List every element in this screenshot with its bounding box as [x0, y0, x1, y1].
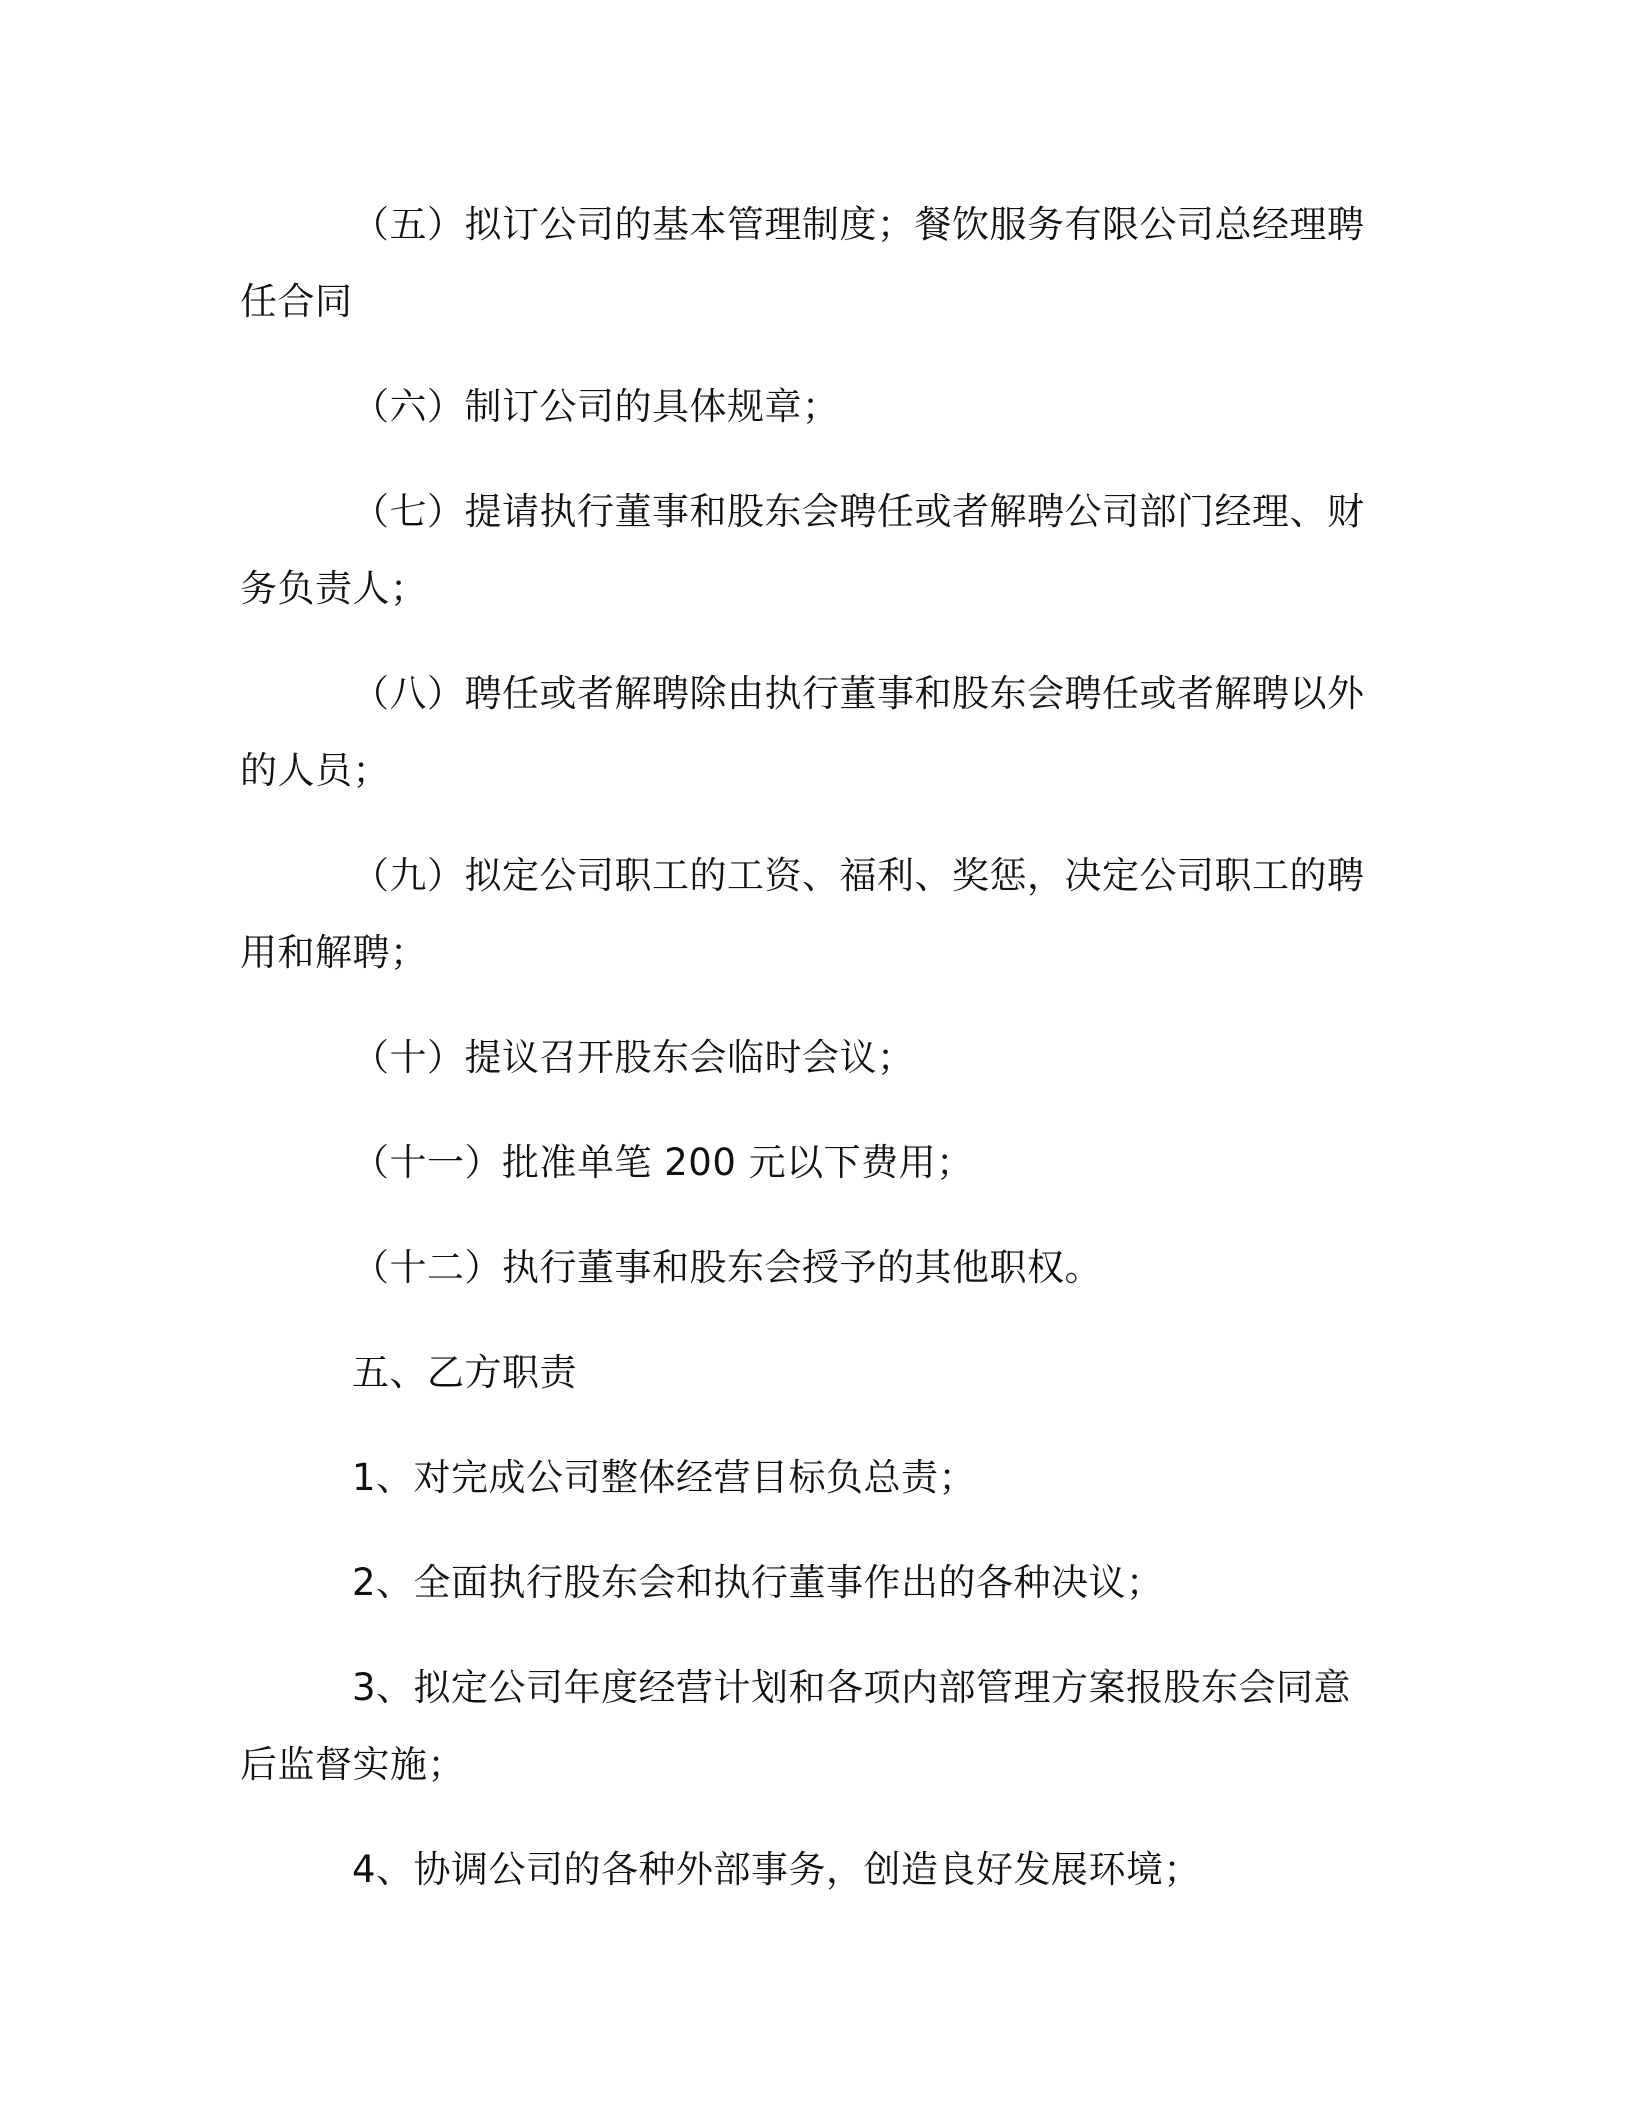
- section-heading: 五、乙方职责: [352, 1351, 577, 1394]
- clause-10-paragraph: （十）提议召开股东会临时会议；: [352, 1036, 915, 1079]
- clause-8-paragraph: （八）聘任或者解聘除由执行董事和股东会聘任或者解聘以外的人员；: [240, 672, 1365, 792]
- document-body: [240, 186, 1380, 1936]
- clause-12-paragraph: （十二）执行董事和股东会授予的其他职权。: [352, 1246, 1102, 1289]
- clause-5-paragraph: （五）拟订公司的基本管理制度；餐饮服务有限公司总经理聘任合同: [240, 203, 1365, 323]
- duty-2-paragraph: 2、全面执行股东会和执行董事作出的各种决议；: [352, 1561, 1164, 1604]
- clause-6-paragraph: （六）制订公司的具体规章；: [352, 385, 840, 428]
- duty-1-paragraph: 1、对完成公司整体经营目标负总责；: [352, 1456, 977, 1499]
- duty-4-paragraph: 4、协调公司的各种外部事务，创造良好发展环境；: [352, 1848, 1202, 1891]
- duty-3-paragraph: 3、拟定公司年度经营计划和各项内部管理方案报股东会同意后监督实施；: [240, 1666, 1352, 1786]
- clause-11-paragraph: （十一）批准单笔 200 元以下费用；: [352, 1141, 974, 1184]
- clause-9-paragraph: （九）拟定公司职工的工资、福利、奖惩，决定公司职工的聘用和解聘；: [240, 854, 1365, 974]
- clause-7-paragraph: （七）提请执行董事和股东会聘任或者解聘公司部门经理、财务负责人；: [240, 490, 1365, 610]
